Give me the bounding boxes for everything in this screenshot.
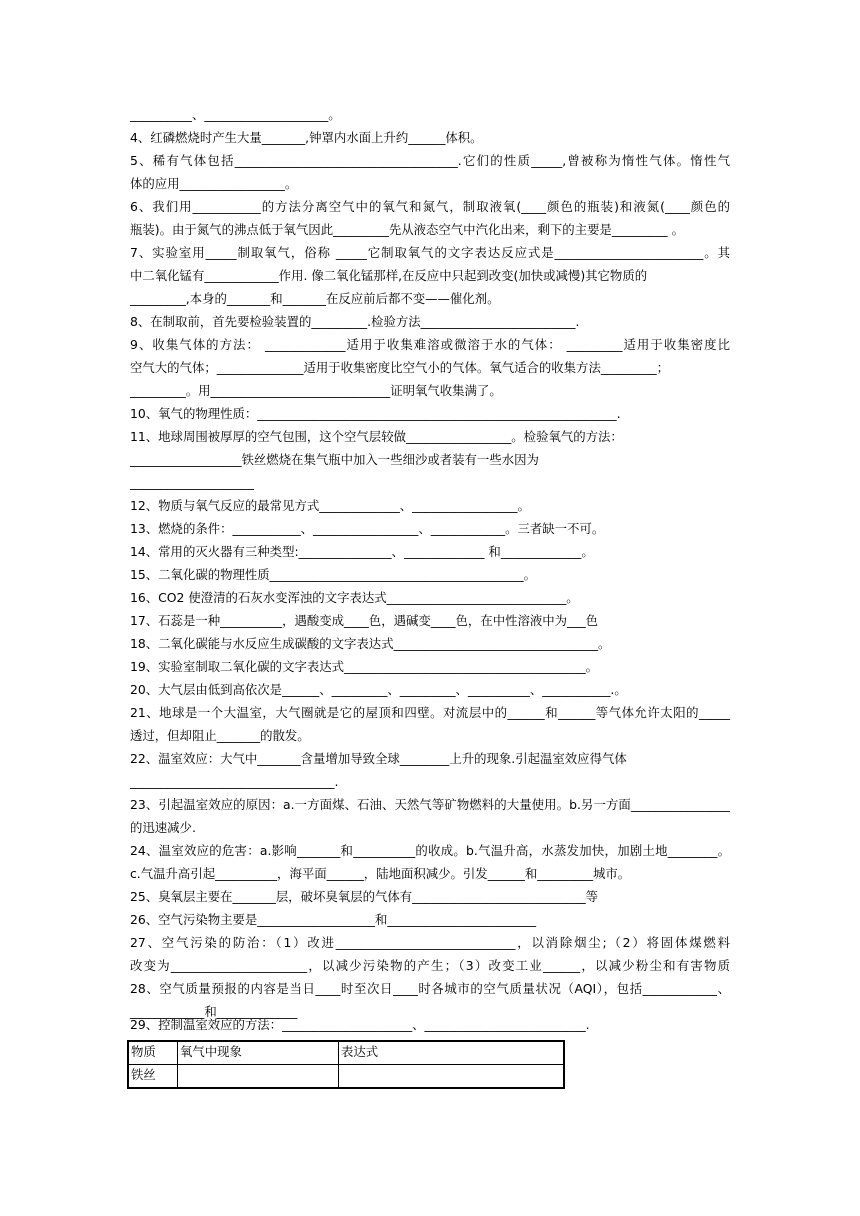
question-line: ____________和_____________ [130,1004,298,1019]
question-line: 23、引起温室效应的原因：a.一方面煤、石油、天然气等矿物燃料的大量使用。b.另一方面________________ [130,797,730,812]
table-cell [178,1065,339,1089]
question-line: 15、二氧化碳的物理性质_________________________________________。 [130,567,537,582]
question-line: 16、CO2 使澄清的石灰水变浑浊的文字表达式_____________________________。 [130,590,579,605]
question-line: 18、二氧化碳能与水反应生成碳酸的文字表达式_________________________________。 [130,636,611,651]
question-line: 14、常用的灭火器有三种类型:_______________、_____________ 和_____________。 [130,544,594,559]
table-header-row [128,1041,564,1065]
question-line: __________________铁丝燃烧在集气瓶中加入一些细沙或者装有一些水因为 [130,452,539,467]
table-cell: 铁丝 [128,1065,178,1089]
question-line: __________、____________________。 [130,107,341,122]
table-header-cell: 氧气中现象 [178,1041,339,1065]
question-line: 9、收集气体的方法： _____________适用于收集难溶或微溶于水的气体： _________适用于收集密度比 [130,337,730,352]
question-line: 4、红磷燃烧时产生大量_______,钟罩内水面上升约______体积。 [130,130,483,145]
question-line: 27、空气污染的防治：（1）改进_____________________________，以消除烟尘;（2）将固体煤燃料 [130,935,730,950]
question-line: 24、温室效应的危害：a.影响_______和__________的收成。b.气温升高，水蒸发加快，加剧土地________。 [130,843,730,858]
question-line: 6、我们用___________的方法分离空气中的氧气和氮气，制取液氧(____颜色的瓶装)和液氮(____颜色的 [130,199,730,214]
question-line: 7、实验室用_____制取氧气，俗称 _____它制取氧气的文字表达反应式是________________________。其 [130,245,730,260]
table-header-cell: 物质 [128,1041,178,1065]
question-line: 21、地球是一个大温室，大气圈就是它的屋顶和四壁。对流层中的______和______等气体允许太阳的_____ [130,705,730,720]
table-cell [339,1065,565,1089]
question-line: 8、在制取前，首先要检验装置的_________.检验方法_________________________. [130,314,580,329]
question-line: 体的应用_________________。 [130,176,298,191]
question-line: c.气温升高引起__________，海平面______，陆地面积减少。引发______和_________城市。 [130,866,631,881]
question-line: 17、石蕊是一种__________，遇酸变成____色，遇碱变____色，在中性溶液中为___色 [130,613,599,628]
question-line: 空气大的气体；______________适用于收集密度比空气小的气体。氧气适合的收集方法_________； [130,360,669,375]
question-line: 12、物质与氧气反应的最常见方式_____________、_________________。 [130,498,530,513]
question-line: _________________________________. [130,774,339,789]
question-line: 改变为______________________，以减少污染物的产生；（3）改变工业______，以减少粉尘和有害物质 [130,958,730,973]
question-line: 29、控制温室效应的方法：_____________________、__________________________. [130,1017,590,1032]
table-header-cell: 表达式 [339,1041,565,1065]
question-line: 的迅速减少. [130,820,196,835]
question-line: _________,本身的_______和_______在反应前后都不变——催化剂。 [130,291,500,306]
question-line: 13、燃烧的条件：___________、_________________、____________。三者缺一不可。 [130,521,605,536]
question-line: 透过，但却阻止_______的散发。 [130,728,310,743]
question-line: 瓶装)。由于氮气的沸点低于氧气因此_________先从液态空气中汽化出来，剩下的主要是_________ 。 [130,222,684,237]
question-line: 11、地球周围被厚厚的空气包围，这个空气层较做_________________。检验氧气的方法： [130,429,623,444]
question-line: 28、空气质量预报的内容是当日____时至次日____时各城市的空气质量状况（AQI），包括____________、 [130,981,730,996]
reaction-table [127,1040,565,1089]
question-line: _________。用_____________________________证明氧气收集满了。 [130,383,502,398]
question-line: ____________________ [130,475,254,490]
question-line: 25、臭氧层主要在_______层，破坏臭氧层的气体有____________________________等 [130,889,599,904]
question-line: 19、实验室制取二氧化碳的文字表达式_______________________________________。 [130,659,599,674]
question-line: 5、稀有气体包括____________________________________.它们的性质_____,曾被称为惰性气体。惰性气 [130,153,730,168]
question-line: 20、大气层由低到高依次是______、_________、_________、__________、___________.。 [130,682,627,697]
question-line: 中二氧化锰有____________作用. 像二氧化锰那样,在反应中只起到改变(加快或减慢)其它物质的 [130,268,648,283]
question-line: 10、氧气的物理性质：__________________________________________________________. [130,406,621,421]
table-row [128,1065,564,1089]
question-line: 26、空气污染物主要是___________________和________________________ [130,912,537,927]
question-line: 22、温室效应：大气中_______含量增加导致全球________上升的现象.引起温室效应得气体 [130,751,627,766]
